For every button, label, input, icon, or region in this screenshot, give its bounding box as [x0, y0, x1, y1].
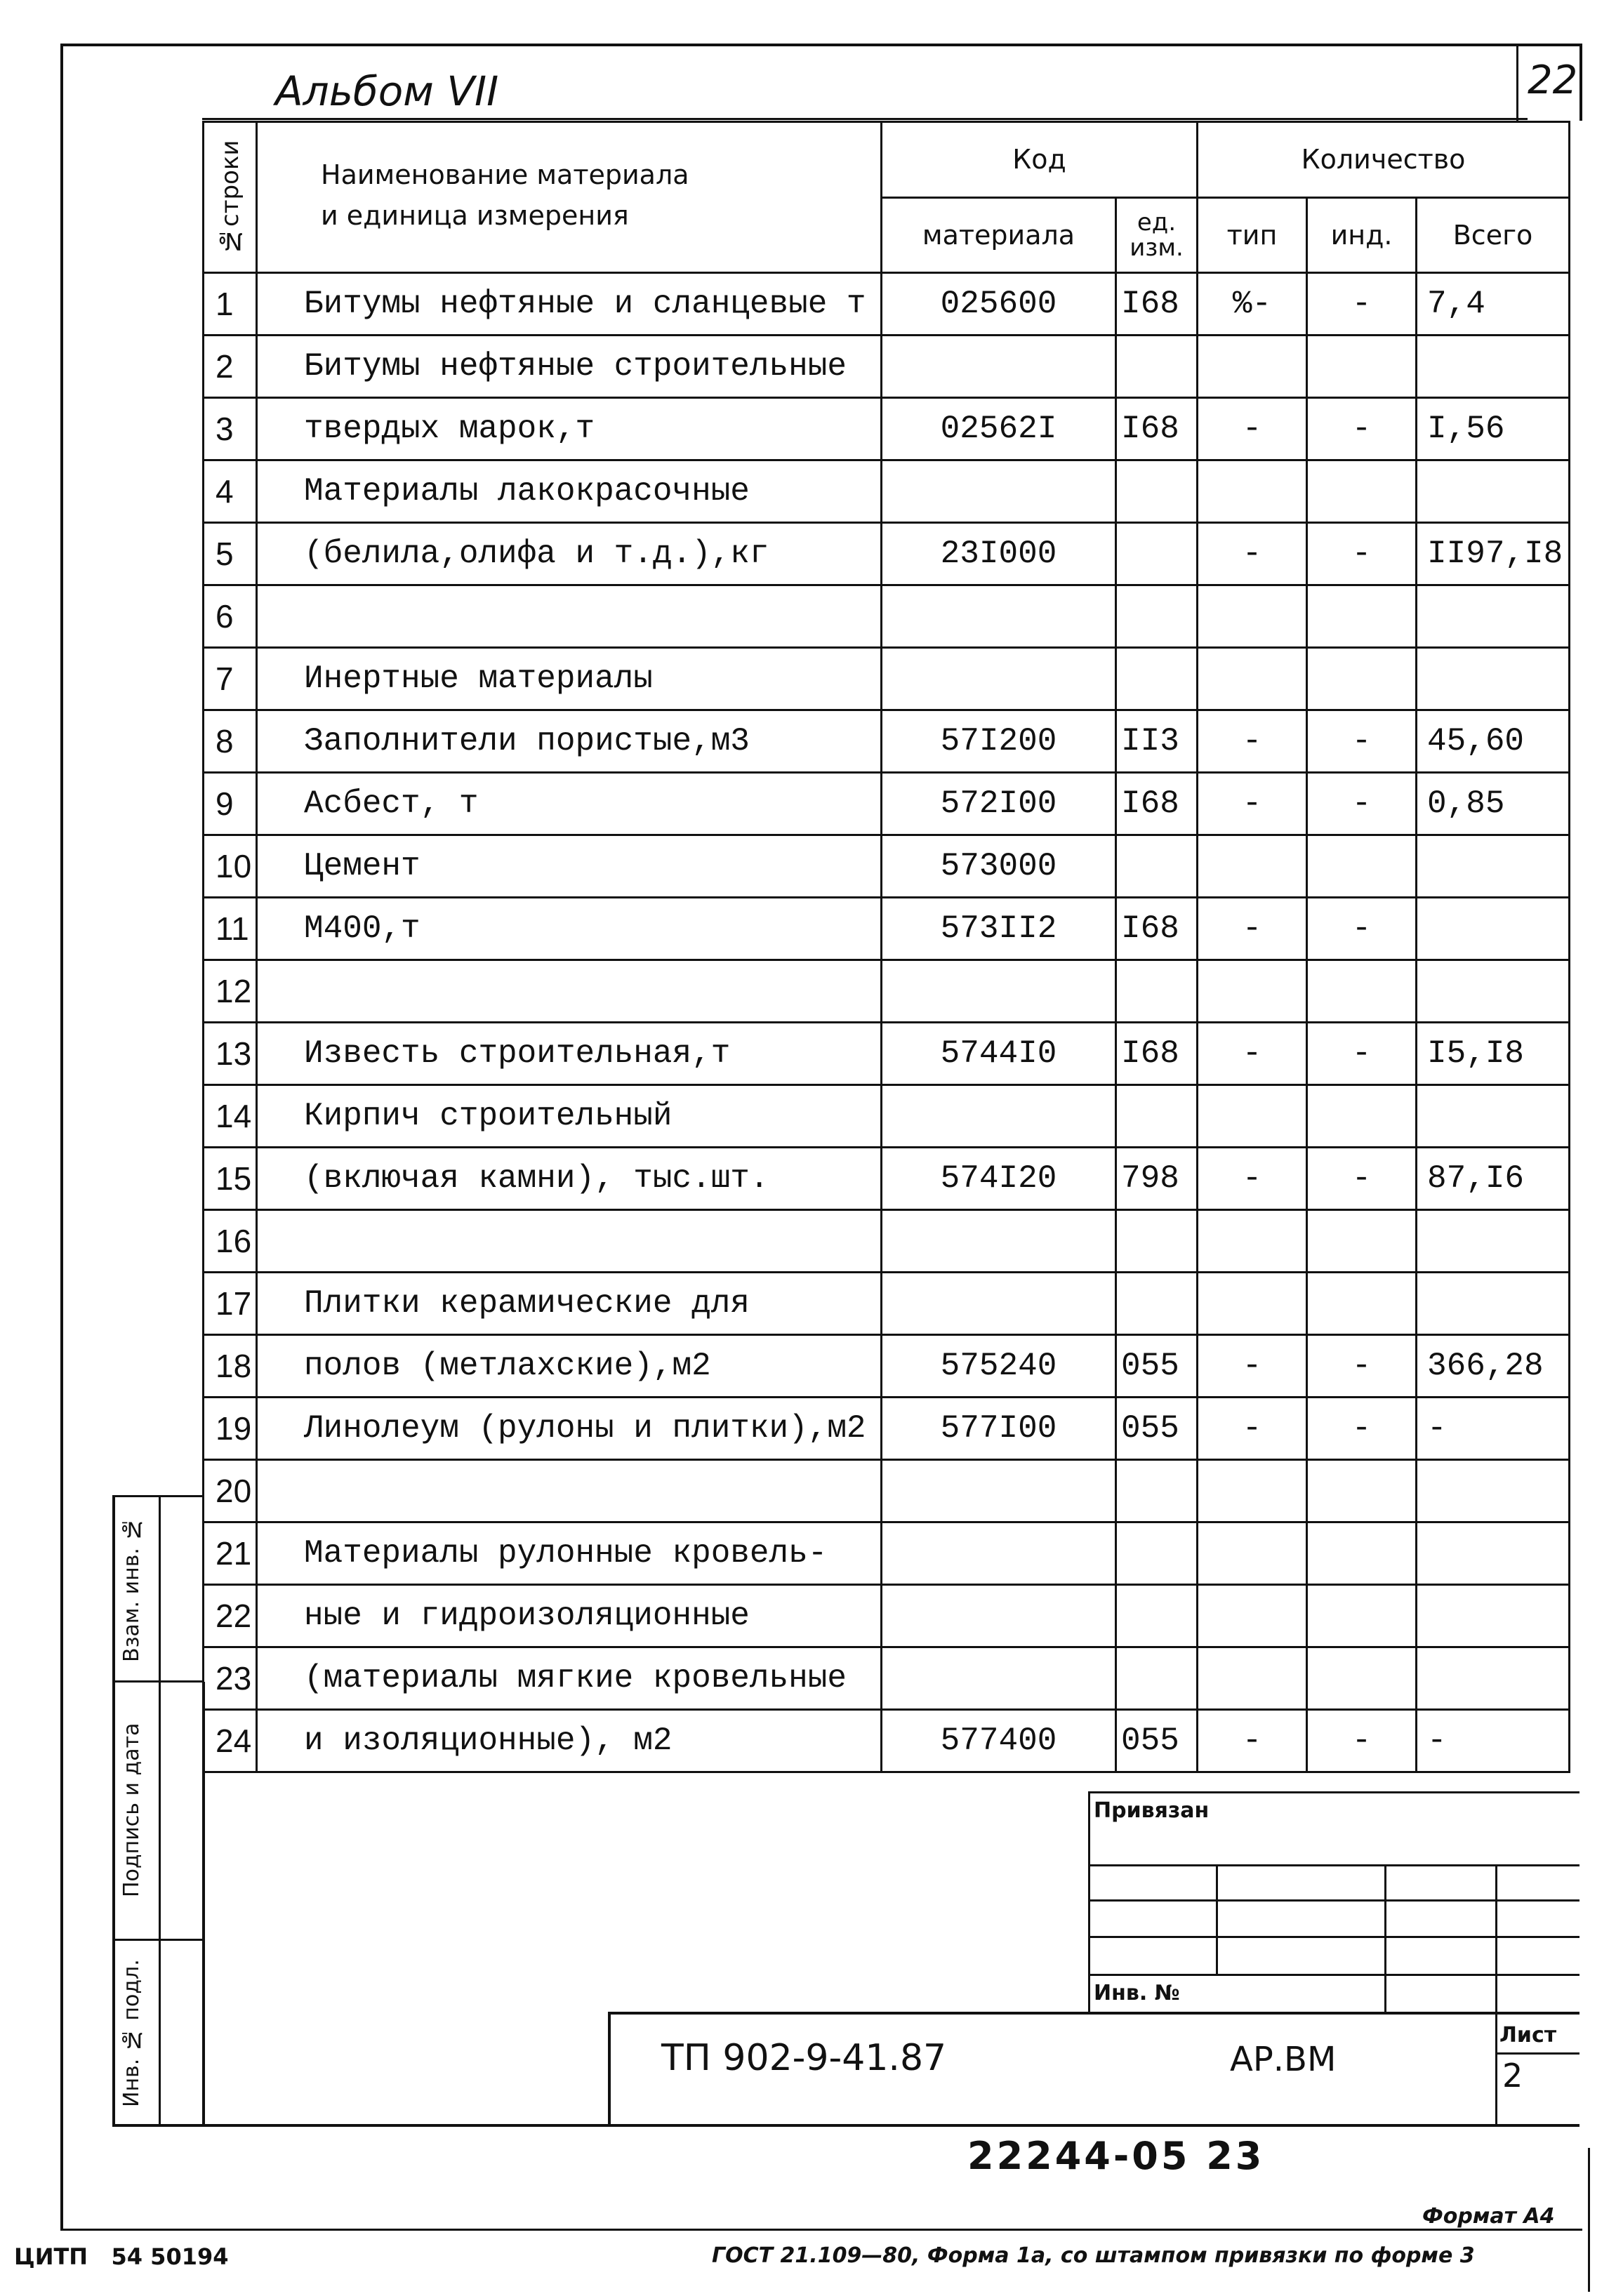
material-name: Битумы нефтяные строительные	[257, 336, 882, 398]
sheet-corner-number: 22	[1528, 58, 1578, 103]
row-number: 24	[204, 1710, 257, 1772]
qty-total: 0,85	[1417, 773, 1570, 835]
qty-ind	[1307, 585, 1417, 648]
qty-ind: -	[1307, 1398, 1417, 1460]
footer-format: Формат А4	[1422, 2204, 1555, 2229]
unit-code: I68	[1116, 898, 1198, 960]
row-number: 9	[204, 773, 257, 835]
row-number: 19	[204, 1398, 257, 1460]
qty-total: 87,I6	[1417, 1148, 1570, 1210]
qty-type: -	[1198, 1023, 1307, 1085]
qty-ind	[1307, 1460, 1417, 1522]
header-qty-total: Всего	[1417, 197, 1570, 273]
material-code: 572I00	[882, 773, 1116, 835]
row-number: 2	[204, 336, 257, 398]
qty-type: -	[1198, 1398, 1307, 1460]
material-code	[882, 1210, 1116, 1273]
material-code: 577400	[882, 1710, 1116, 1772]
footer-gost: ГОСТ 21.109—80, Форма 1а, со штампом привязки по форме 3	[712, 2243, 1475, 2268]
qty-type	[1198, 1210, 1307, 1273]
qty-total	[1417, 1585, 1570, 1647]
qty-total: I5,I8	[1417, 1023, 1570, 1085]
qty-type	[1198, 1522, 1307, 1585]
unit-code: II3	[1116, 710, 1198, 773]
qty-type	[1198, 835, 1307, 898]
qty-ind	[1307, 1273, 1417, 1335]
qty-type: -	[1198, 523, 1307, 585]
qty-type	[1198, 1273, 1307, 1335]
table-row	[204, 398, 1570, 460]
unit-code: I68	[1116, 273, 1198, 336]
material-name: Линолеум (рулоны и плитки),м2	[257, 1398, 882, 1460]
right-edge-short	[1588, 2148, 1590, 2292]
qty-ind	[1307, 1085, 1417, 1148]
material-code: 573000	[882, 835, 1116, 898]
material-name: Известь строительная,т	[257, 1023, 882, 1085]
material-code: 025600	[882, 273, 1116, 336]
material-code	[882, 1585, 1116, 1647]
material-code: 573II2	[882, 898, 1116, 960]
qty-ind	[1307, 1647, 1417, 1710]
qty-type	[1198, 648, 1307, 710]
material-code: 577I00	[882, 1398, 1116, 1460]
table-row	[204, 1585, 1570, 1647]
qty-ind	[1307, 336, 1417, 398]
table-row	[204, 1273, 1570, 1335]
unit-code: 055	[1116, 1398, 1198, 1460]
row-number: 13	[204, 1023, 257, 1085]
unit-code	[1116, 1273, 1198, 1335]
table-row	[204, 523, 1570, 585]
material-name	[257, 1460, 882, 1522]
qty-ind: -	[1307, 1148, 1417, 1210]
qty-type	[1198, 585, 1307, 648]
qty-total	[1417, 336, 1570, 398]
row-number: 14	[204, 1085, 257, 1148]
unit-code	[1116, 835, 1198, 898]
table-row	[204, 773, 1570, 835]
header-row-no: №строки	[204, 122, 257, 273]
unit-code: 798	[1116, 1148, 1198, 1210]
material-name: М400,т	[257, 898, 882, 960]
qty-type: -	[1198, 710, 1307, 773]
material-code	[882, 336, 1116, 398]
unit-code	[1116, 523, 1198, 585]
header-name: Наименование материала и единица измерения	[257, 122, 882, 273]
side-stamp-left	[112, 1495, 115, 2127]
unit-code	[1116, 1647, 1198, 1710]
qty-ind: -	[1307, 898, 1417, 960]
qty-ind	[1307, 960, 1417, 1023]
unit-code	[1116, 960, 1198, 1023]
qty-ind	[1307, 1585, 1417, 1647]
qty-total	[1417, 1273, 1570, 1335]
qty-ind	[1307, 1210, 1417, 1273]
material-code	[882, 585, 1116, 648]
table-row	[204, 273, 1570, 336]
table-row	[204, 710, 1570, 773]
material-name	[257, 585, 882, 648]
lower-area-left	[202, 1682, 205, 2127]
privyazan-inv-no: Инв. №	[1094, 1981, 1180, 2005]
qty-total	[1417, 460, 1570, 523]
row-number: 23	[204, 1647, 257, 1710]
table-row	[204, 1085, 1570, 1148]
material-name: (включая камни), тыс.шт.	[257, 1148, 882, 1210]
row-number: 5	[204, 523, 257, 585]
qty-type: -	[1198, 1148, 1307, 1210]
materials-table	[202, 121, 1570, 1773]
row-number: 16	[204, 1210, 257, 1273]
qty-total	[1417, 1210, 1570, 1273]
qty-total	[1417, 898, 1570, 960]
side-stamp-mid	[159, 1495, 161, 2127]
qty-total: II97,I8	[1417, 523, 1570, 585]
material-code	[882, 1273, 1116, 1335]
row-number: 21	[204, 1522, 257, 1585]
qty-ind: -	[1307, 523, 1417, 585]
qty-total	[1417, 1647, 1570, 1710]
header-code-unit: ед. изм.	[1116, 197, 1198, 273]
side-stamp-div2	[112, 1939, 202, 1941]
material-name: Кирпич строительный	[257, 1085, 882, 1148]
unit-code: I68	[1116, 1023, 1198, 1085]
qty-total: -	[1417, 1710, 1570, 1772]
material-code	[882, 1647, 1116, 1710]
header-code-material: материала	[882, 197, 1116, 273]
material-name	[257, 1210, 882, 1273]
table-row	[204, 1647, 1570, 1710]
qty-ind	[1307, 648, 1417, 710]
qty-type	[1198, 960, 1307, 1023]
table-row	[204, 460, 1570, 523]
table-row	[204, 960, 1570, 1023]
side-stamp-div1	[112, 1680, 202, 1683]
row-number: 1	[204, 273, 257, 336]
qty-total	[1417, 835, 1570, 898]
side-stamp-top	[112, 1495, 202, 1497]
unit-code	[1116, 460, 1198, 523]
qty-total	[1417, 1522, 1570, 1585]
qty-ind: -	[1307, 1335, 1417, 1398]
row-number: 8	[204, 710, 257, 773]
qty-type	[1198, 1460, 1307, 1522]
material-code	[882, 460, 1116, 523]
frame-left	[60, 44, 63, 2230]
material-code	[882, 648, 1116, 710]
unit-code	[1116, 336, 1198, 398]
row-number: 6	[204, 585, 257, 648]
row-number: 17	[204, 1273, 257, 1335]
unit-code: 055	[1116, 1335, 1198, 1398]
qty-ind: -	[1307, 773, 1417, 835]
corner-box-left	[1516, 44, 1518, 121]
table-row	[204, 1210, 1570, 1273]
material-name: Материалы лакокрасочные	[257, 460, 882, 523]
qty-type: -	[1198, 773, 1307, 835]
header-code: Код	[882, 122, 1198, 198]
unit-code	[1116, 1522, 1198, 1585]
material-name	[257, 960, 882, 1023]
qty-total	[1417, 585, 1570, 648]
privyazan-block	[1088, 1791, 1579, 2013]
material-name: ные и гидроизоляционные	[257, 1585, 882, 1647]
album-title: Альбом VII	[275, 67, 499, 115]
qty-total	[1417, 960, 1570, 1023]
table-row	[204, 1023, 1570, 1085]
qty-total: 7,4	[1417, 273, 1570, 336]
material-code: 5744I0	[882, 1023, 1116, 1085]
qty-ind	[1307, 460, 1417, 523]
qty-ind: -	[1307, 273, 1417, 336]
table-row	[204, 648, 1570, 710]
qty-type: -	[1198, 898, 1307, 960]
unit-code	[1116, 585, 1198, 648]
qty-total	[1417, 648, 1570, 710]
material-code	[882, 1085, 1116, 1148]
unit-code	[1116, 1085, 1198, 1148]
qty-type	[1198, 1085, 1307, 1148]
qty-total: 45,60	[1417, 710, 1570, 773]
unit-code	[1116, 1585, 1198, 1647]
row-number: 12	[204, 960, 257, 1023]
side-label-inv-podl: Инв. № подл.	[119, 1959, 144, 2108]
material-code	[882, 1522, 1116, 1585]
table-row	[204, 1148, 1570, 1210]
privyazan-title: Привязан	[1094, 1798, 1210, 1823]
table-row	[204, 585, 1570, 648]
row-number: 11	[204, 898, 257, 960]
material-name: Материалы рулонные кровель-	[257, 1522, 882, 1585]
material-name: Битумы нефтяные и сланцевые т	[257, 273, 882, 336]
qty-type: -	[1198, 398, 1307, 460]
handwritten-ref: 22244-05 23	[967, 2134, 1265, 2178]
header-quantity: Количество	[1198, 122, 1570, 198]
row-number: 4	[204, 460, 257, 523]
qty-type: -	[1198, 1710, 1307, 1772]
side-label-podpis-data: Подпись и дата	[119, 1723, 144, 1898]
table-row	[204, 1460, 1570, 1522]
material-code	[882, 1460, 1116, 1522]
material-name: (белила,олифа и т.д.),кг	[257, 523, 882, 585]
material-name: Асбест, т	[257, 773, 882, 835]
row-number: 3	[204, 398, 257, 460]
frame-top	[60, 44, 1582, 46]
qty-type: -	[1198, 1335, 1307, 1398]
qty-type: %-	[1198, 273, 1307, 336]
qty-ind: -	[1307, 1710, 1417, 1772]
qty-ind	[1307, 835, 1417, 898]
qty-total: I,56	[1417, 398, 1570, 460]
material-name: Плитки керамические для	[257, 1273, 882, 1335]
frame-right	[1579, 44, 1582, 121]
unit-code	[1116, 648, 1198, 710]
table-row	[204, 1335, 1570, 1398]
qty-type	[1198, 1585, 1307, 1647]
material-name: Инертные материалы	[257, 648, 882, 710]
row-number: 20	[204, 1460, 257, 1522]
material-name: Цемент	[257, 835, 882, 898]
title-block	[608, 2012, 1579, 2127]
frame-bottom	[60, 2229, 1582, 2231]
table-row	[204, 898, 1570, 960]
qty-ind: -	[1307, 710, 1417, 773]
material-name: и изоляционные), м2	[257, 1710, 882, 1772]
qty-ind: -	[1307, 1023, 1417, 1085]
material-code: 574I20	[882, 1148, 1116, 1210]
qty-ind: -	[1307, 398, 1417, 460]
qty-ind	[1307, 1522, 1417, 1585]
unit-code	[1116, 1210, 1198, 1273]
unit-code: I68	[1116, 773, 1198, 835]
material-name: Заполнители пористые,м3	[257, 710, 882, 773]
material-code: 57I200	[882, 710, 1116, 773]
table-row	[204, 1398, 1570, 1460]
qty-total	[1417, 1460, 1570, 1522]
qty-total: -	[1417, 1398, 1570, 1460]
row-number: 15	[204, 1148, 257, 1210]
doc-mark: АР.ВМ	[1230, 2040, 1337, 2079]
row-number: 7	[204, 648, 257, 710]
table-row	[204, 336, 1570, 398]
header-qty-ind: инд.	[1307, 197, 1417, 273]
qty-type	[1198, 1647, 1307, 1710]
unit-code: I68	[1116, 398, 1198, 460]
table-row	[204, 1710, 1570, 1772]
footer-left: ЦИТП 54 50194	[14, 2243, 229, 2270]
unit-code	[1116, 1460, 1198, 1522]
material-name: (материалы мягкие кровельные	[257, 1647, 882, 1710]
sheet-number: 2	[1502, 2057, 1523, 2095]
header-qty-type: тип	[1198, 197, 1307, 273]
material-name: твердых марок,т	[257, 398, 882, 460]
qty-type	[1198, 460, 1307, 523]
material-code: 23I000	[882, 523, 1116, 585]
material-code: 02562I	[882, 398, 1116, 460]
row-number: 10	[204, 835, 257, 898]
unit-code: 055	[1116, 1710, 1198, 1772]
qty-total: 366,28	[1417, 1335, 1570, 1398]
doc-code: ТП 902-9-41.87	[661, 2037, 947, 2079]
table-row	[204, 1522, 1570, 1585]
row-number: 18	[204, 1335, 257, 1398]
album-title-underline	[202, 118, 1528, 120]
qty-type	[1198, 336, 1307, 398]
side-label-vzam-inv: Взам. инв. №	[119, 1516, 144, 1662]
qty-total	[1417, 1085, 1570, 1148]
table-row	[204, 835, 1570, 898]
material-name: полов (метлахские),м2	[257, 1335, 882, 1398]
sheet-label: Лист	[1499, 2023, 1557, 2048]
material-code: 575240	[882, 1335, 1116, 1398]
row-number: 22	[204, 1585, 257, 1647]
material-code	[882, 960, 1116, 1023]
